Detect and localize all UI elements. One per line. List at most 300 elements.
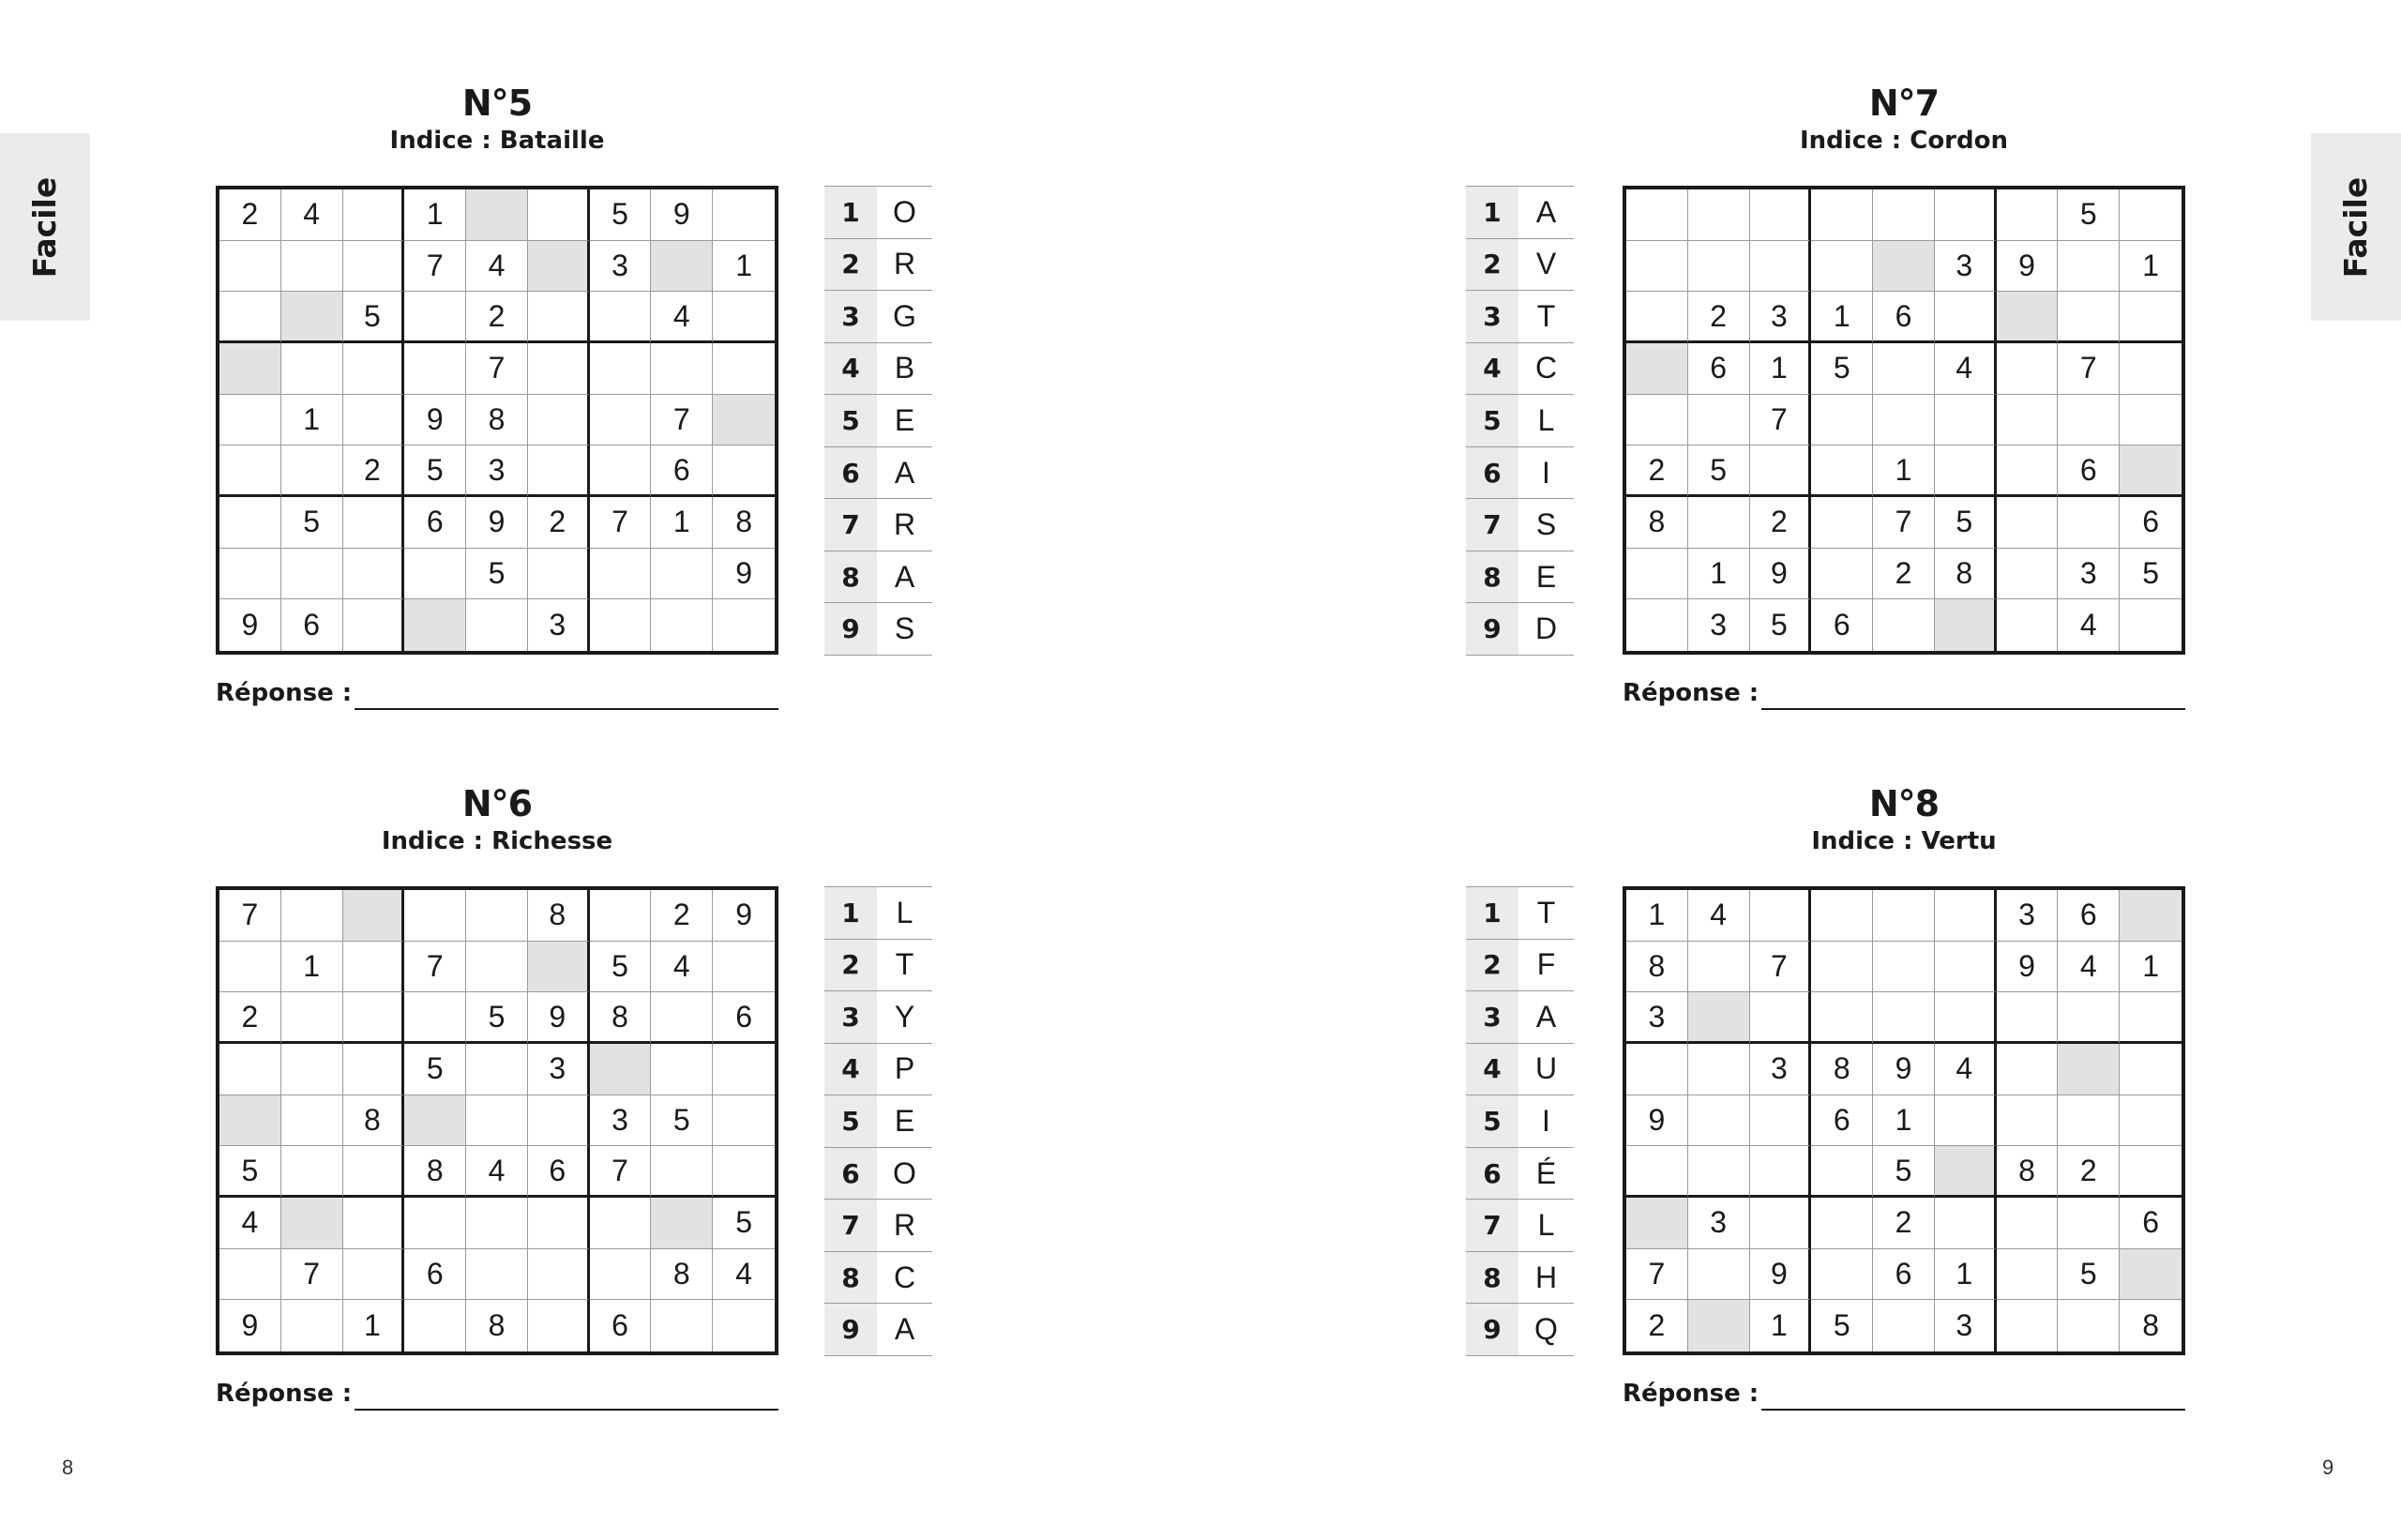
sudoku-cell[interactable]: 3 (1997, 890, 2059, 942)
sudoku-cell[interactable]: 4 (2058, 942, 2120, 993)
sudoku-cell[interactable]: 8 (466, 395, 528, 446)
sudoku-cell[interactable] (713, 343, 775, 395)
sudoku-cell[interactable] (651, 599, 713, 651)
sudoku-cell[interactable]: 5 (404, 1044, 466, 1095)
sudoku-cell[interactable] (281, 1095, 343, 1147)
sudoku-cell[interactable]: 1 (1750, 1300, 1812, 1351)
sudoku-cell[interactable]: 5 (1811, 1300, 1873, 1351)
sudoku-cell[interactable] (1688, 1146, 1750, 1198)
sudoku-cell[interactable]: 1 (713, 241, 775, 293)
sudoku-cell[interactable]: 9 (713, 549, 775, 600)
sudoku-cell[interactable]: 1 (1688, 549, 1750, 600)
sudoku-cell[interactable] (1935, 189, 1997, 241)
sudoku-cell[interactable]: 6 (1873, 292, 1935, 343)
sudoku-cell[interactable] (343, 992, 405, 1044)
sudoku-cell[interactable]: 5 (2058, 1249, 2120, 1301)
sudoku-cell[interactable] (404, 890, 466, 942)
sudoku-cell[interactable] (590, 343, 652, 395)
sudoku-cell[interactable] (2120, 395, 2182, 446)
sudoku-cell[interactable]: 2 (1873, 1198, 1935, 1249)
sudoku-cell[interactable]: 1 (1811, 292, 1873, 343)
sudoku-cell[interactable]: 1 (1626, 890, 1688, 942)
sudoku-cell[interactable] (590, 1044, 652, 1095)
sudoku-cell[interactable] (1873, 992, 1935, 1044)
sudoku-cell[interactable] (2120, 1249, 2182, 1301)
sudoku-cell[interactable] (343, 599, 405, 651)
sudoku-cell[interactable] (1688, 992, 1750, 1044)
sudoku-cell[interactable] (2058, 1198, 2120, 1249)
sudoku-cell[interactable]: 9 (1750, 549, 1812, 600)
sudoku-cell[interactable]: 3 (1750, 1044, 1812, 1095)
sudoku-cell[interactable]: 9 (1750, 1249, 1812, 1301)
sudoku-cell[interactable]: 1 (1873, 1095, 1935, 1147)
sudoku-cell[interactable] (651, 1044, 713, 1095)
sudoku-cell[interactable] (343, 1249, 405, 1301)
sudoku-cell[interactable]: 7 (651, 395, 713, 446)
sudoku-cell[interactable] (590, 1198, 652, 1249)
sudoku-cell[interactable] (1935, 992, 1997, 1044)
sudoku-cell[interactable] (2058, 395, 2120, 446)
sudoku-cell[interactable]: 5 (281, 497, 343, 549)
sudoku-cell[interactable]: 9 (528, 992, 590, 1044)
sudoku-cell[interactable] (651, 343, 713, 395)
sudoku-cell[interactable] (651, 992, 713, 1044)
sudoku-cell[interactable]: 3 (1688, 599, 1750, 651)
answer-input-line[interactable] (1761, 708, 2185, 710)
sudoku-cell[interactable] (1626, 241, 1688, 293)
sudoku-cell[interactable] (1997, 343, 2059, 395)
sudoku-cell[interactable]: 1 (2120, 241, 2182, 293)
sudoku-cell[interactable] (2120, 1146, 2182, 1198)
sudoku-cell[interactable] (2120, 1095, 2182, 1147)
sudoku-cell[interactable] (1688, 1095, 1750, 1147)
sudoku-cell[interactable] (2058, 497, 2120, 549)
sudoku-cell[interactable] (2058, 292, 2120, 343)
sudoku-cell[interactable] (466, 942, 528, 993)
sudoku-cell[interactable] (281, 890, 343, 942)
sudoku-cell[interactable] (1997, 1249, 2059, 1301)
sudoku-cell[interactable]: 5 (466, 549, 528, 600)
sudoku-cell[interactable] (2120, 1044, 2182, 1095)
sudoku-cell[interactable] (219, 549, 281, 600)
sudoku-cell[interactable]: 9 (466, 497, 528, 549)
sudoku-cell[interactable] (1811, 241, 1873, 293)
sudoku-cell[interactable] (281, 992, 343, 1044)
sudoku-cell[interactable]: 2 (219, 992, 281, 1044)
sudoku-cell[interactable] (281, 292, 343, 343)
sudoku-cell[interactable] (1873, 395, 1935, 446)
sudoku-cell[interactable]: 6 (2120, 1198, 2182, 1249)
sudoku-cell[interactable]: 7 (404, 942, 466, 993)
sudoku-cell[interactable]: 6 (1811, 599, 1873, 651)
sudoku-cell[interactable]: 5 (1811, 343, 1873, 395)
sudoku-cell[interactable] (2120, 992, 2182, 1044)
sudoku-cell[interactable] (2120, 890, 2182, 942)
sudoku-cell[interactable]: 9 (1997, 942, 2059, 993)
sudoku-cell[interactable] (466, 599, 528, 651)
sudoku-cell[interactable] (219, 343, 281, 395)
sudoku-cell[interactable] (713, 445, 775, 497)
sudoku-cell[interactable]: 6 (281, 599, 343, 651)
sudoku-cell[interactable] (1688, 189, 1750, 241)
sudoku-cell[interactable] (713, 395, 775, 446)
sudoku-cell[interactable]: 9 (219, 599, 281, 651)
sudoku-cell[interactable]: 8 (528, 890, 590, 942)
sudoku-cell[interactable]: 2 (528, 497, 590, 549)
sudoku-cell[interactable] (1626, 343, 1688, 395)
sudoku-cell[interactable] (528, 343, 590, 395)
sudoku-cell[interactable] (1811, 395, 1873, 446)
sudoku-cell[interactable] (219, 292, 281, 343)
sudoku-cell[interactable] (1626, 1044, 1688, 1095)
sudoku-cell[interactable] (1935, 890, 1997, 942)
sudoku-cell[interactable] (713, 1095, 775, 1147)
sudoku-cell[interactable] (651, 1146, 713, 1198)
sudoku-cell[interactable] (219, 241, 281, 293)
sudoku-cell[interactable] (1811, 942, 1873, 993)
sudoku-cell[interactable] (1997, 1095, 2059, 1147)
sudoku-cell[interactable]: 4 (2058, 599, 2120, 651)
sudoku-cell[interactable] (404, 1095, 466, 1147)
sudoku-cell[interactable] (1626, 292, 1688, 343)
sudoku-cell[interactable] (651, 1198, 713, 1249)
sudoku-cell[interactable] (528, 942, 590, 993)
sudoku-cell[interactable] (651, 549, 713, 600)
sudoku-cell[interactable] (404, 292, 466, 343)
sudoku-cell[interactable] (1935, 1095, 1997, 1147)
sudoku-cell[interactable] (1997, 497, 2059, 549)
sudoku-cell[interactable] (1811, 189, 1873, 241)
sudoku-cell[interactable] (404, 1198, 466, 1249)
sudoku-cell[interactable] (590, 292, 652, 343)
sudoku-cell[interactable] (651, 241, 713, 293)
sudoku-cell[interactable] (651, 1300, 713, 1351)
sudoku-cell[interactable]: 5 (1688, 445, 1750, 497)
sudoku-cell[interactable]: 5 (343, 292, 405, 343)
sudoku-cell[interactable] (1688, 395, 1750, 446)
sudoku-cell[interactable] (713, 599, 775, 651)
sudoku-cell[interactable] (528, 445, 590, 497)
answer-input-line[interactable] (1761, 1409, 2185, 1411)
sudoku-cell[interactable]: 5 (1750, 599, 1812, 651)
answer-input-line[interactable] (355, 708, 778, 710)
sudoku-cell[interactable]: 8 (1935, 549, 1997, 600)
sudoku-cell[interactable] (1626, 1198, 1688, 1249)
sudoku-cell[interactable] (1750, 241, 1812, 293)
sudoku-cell[interactable] (1873, 189, 1935, 241)
sudoku-cell[interactable] (528, 1198, 590, 1249)
sudoku-cell[interactable]: 2 (651, 890, 713, 942)
sudoku-cell[interactable] (1811, 1249, 1873, 1301)
sudoku-cell[interactable]: 8 (1626, 497, 1688, 549)
sudoku-cell[interactable] (404, 549, 466, 600)
sudoku-cell[interactable] (1997, 1300, 2059, 1351)
sudoku-cell[interactable]: 3 (1935, 1300, 1997, 1351)
sudoku-cell[interactable] (1750, 1146, 1812, 1198)
sudoku-cell[interactable] (1997, 189, 2059, 241)
sudoku-cell[interactable] (343, 1044, 405, 1095)
sudoku-cell[interactable] (1688, 1300, 1750, 1351)
sudoku-cell[interactable]: 3 (528, 1044, 590, 1095)
sudoku-cell[interactable] (1626, 599, 1688, 651)
sudoku-cell[interactable] (528, 549, 590, 600)
sudoku-cell[interactable]: 9 (1873, 1044, 1935, 1095)
sudoku-cell[interactable]: 8 (1626, 942, 1688, 993)
sudoku-cell[interactable] (1688, 1044, 1750, 1095)
sudoku-cell[interactable] (466, 189, 528, 241)
sudoku-cell[interactable] (1935, 942, 1997, 993)
sudoku-cell[interactable] (219, 1095, 281, 1147)
sudoku-cell[interactable]: 7 (1750, 942, 1812, 993)
sudoku-cell[interactable] (590, 599, 652, 651)
sudoku-cell[interactable] (1750, 1198, 1812, 1249)
sudoku-cell[interactable]: 6 (2120, 497, 2182, 549)
sudoku-cell[interactable]: 3 (1935, 241, 1997, 293)
sudoku-cell[interactable]: 9 (1997, 241, 2059, 293)
sudoku-cell[interactable]: 8 (651, 1249, 713, 1301)
sudoku-cell[interactable]: 1 (1750, 343, 1812, 395)
sudoku-cell[interactable]: 8 (404, 1146, 466, 1198)
sudoku-cell[interactable]: 2 (2058, 1146, 2120, 1198)
sudoku-cell[interactable] (466, 1249, 528, 1301)
sudoku-cell[interactable]: 1 (281, 395, 343, 446)
sudoku-cell[interactable] (343, 1146, 405, 1198)
sudoku-cell[interactable] (281, 1198, 343, 1249)
sudoku-cell[interactable]: 8 (343, 1095, 405, 1147)
sudoku-cell[interactable]: 6 (1873, 1249, 1935, 1301)
sudoku-cell[interactable] (1935, 599, 1997, 651)
sudoku-cell[interactable]: 6 (2058, 445, 2120, 497)
sudoku-cell[interactable] (713, 292, 775, 343)
sudoku-cell[interactable] (1935, 1146, 1997, 1198)
sudoku-cell[interactable]: 2 (219, 189, 281, 241)
sudoku-cell[interactable]: 8 (466, 1300, 528, 1351)
sudoku-cell[interactable] (1811, 497, 1873, 549)
sudoku-cell[interactable] (2120, 599, 2182, 651)
sudoku-cell[interactable]: 6 (2058, 890, 2120, 942)
sudoku-cell[interactable]: 4 (651, 292, 713, 343)
sudoku-cell[interactable]: 1 (404, 189, 466, 241)
sudoku-cell[interactable] (528, 241, 590, 293)
sudoku-cell[interactable] (281, 1044, 343, 1095)
sudoku-cell[interactable] (2120, 343, 2182, 395)
sudoku-cell[interactable] (2120, 292, 2182, 343)
sudoku-cell[interactable] (2120, 189, 2182, 241)
sudoku-cell[interactable]: 4 (281, 189, 343, 241)
sudoku-cell[interactable]: 1 (1935, 1249, 1997, 1301)
sudoku-cell[interactable]: 3 (1688, 1198, 1750, 1249)
sudoku-cell[interactable] (1811, 992, 1873, 1044)
sudoku-cell[interactable]: 3 (466, 445, 528, 497)
sudoku-cell[interactable] (1997, 992, 2059, 1044)
sudoku-cell[interactable] (219, 942, 281, 993)
sudoku-cell[interactable]: 7 (1873, 497, 1935, 549)
sudoku-cell[interactable]: 3 (1626, 992, 1688, 1044)
sudoku-cell[interactable]: 5 (1935, 497, 1997, 549)
sudoku-cell[interactable] (713, 1044, 775, 1095)
sudoku-cell[interactable] (2058, 1044, 2120, 1095)
sudoku-cell[interactable]: 5 (590, 189, 652, 241)
sudoku-cell[interactable] (2058, 241, 2120, 293)
sudoku-cell[interactable] (1997, 1198, 2059, 1249)
sudoku-cell[interactable] (528, 1249, 590, 1301)
sudoku-cell[interactable]: 6 (1811, 1095, 1873, 1147)
sudoku-cell[interactable]: 2 (1626, 1300, 1688, 1351)
sudoku-cell[interactable] (1750, 445, 1812, 497)
sudoku-cell[interactable]: 7 (466, 343, 528, 395)
sudoku-cell[interactable]: 2 (1626, 445, 1688, 497)
sudoku-cell[interactable] (1873, 343, 1935, 395)
sudoku-cell[interactable]: 5 (2120, 549, 2182, 600)
sudoku-cell[interactable]: 9 (713, 890, 775, 942)
sudoku-cell[interactable]: 2 (343, 445, 405, 497)
sudoku-cell[interactable]: 7 (2058, 343, 2120, 395)
sudoku-cell[interactable] (281, 241, 343, 293)
sudoku-cell[interactable]: 7 (1626, 1249, 1688, 1301)
sudoku-cell[interactable]: 5 (590, 942, 652, 993)
sudoku-cell[interactable]: 5 (651, 1095, 713, 1147)
sudoku-cell[interactable] (219, 395, 281, 446)
sudoku-cell[interactable]: 1 (2120, 942, 2182, 993)
sudoku-cell[interactable]: 4 (1688, 890, 1750, 942)
sudoku-cell[interactable] (1811, 445, 1873, 497)
sudoku-cell[interactable]: 6 (404, 1249, 466, 1301)
sudoku-cell[interactable] (1997, 395, 2059, 446)
sudoku-cell[interactable] (1873, 1300, 1935, 1351)
sudoku-cell[interactable] (1935, 1198, 1997, 1249)
sudoku-cell[interactable]: 8 (1811, 1044, 1873, 1095)
sudoku-cell[interactable]: 6 (404, 497, 466, 549)
sudoku-cell[interactable] (1688, 241, 1750, 293)
sudoku-cell[interactable]: 3 (1750, 292, 1812, 343)
sudoku-cell[interactable] (2120, 445, 2182, 497)
sudoku-cell[interactable] (1626, 395, 1688, 446)
sudoku-cell[interactable]: 1 (281, 942, 343, 993)
sudoku-cell[interactable] (528, 1095, 590, 1147)
sudoku-cell[interactable]: 4 (1935, 343, 1997, 395)
sudoku-cell[interactable] (1873, 241, 1935, 293)
sudoku-cell[interactable]: 6 (713, 992, 775, 1044)
sudoku-cell[interactable]: 2 (1688, 292, 1750, 343)
sudoku-cell[interactable] (281, 1146, 343, 1198)
sudoku-cell[interactable] (1935, 395, 1997, 446)
sudoku-cell[interactable] (2058, 992, 2120, 1044)
sudoku-cell[interactable]: 6 (1688, 343, 1750, 395)
sudoku-cell[interactable]: 4 (713, 1249, 775, 1301)
sudoku-cell[interactable]: 5 (466, 992, 528, 1044)
sudoku-cell[interactable] (281, 1300, 343, 1351)
sudoku-cell[interactable] (219, 1249, 281, 1301)
sudoku-cell[interactable] (528, 1300, 590, 1351)
sudoku-cell[interactable]: 5 (713, 1198, 775, 1249)
sudoku-cell[interactable]: 3 (590, 1095, 652, 1147)
sudoku-cell[interactable] (2058, 1300, 2120, 1351)
sudoku-cell[interactable]: 5 (404, 445, 466, 497)
sudoku-cell[interactable] (343, 890, 405, 942)
sudoku-cell[interactable] (343, 942, 405, 993)
sudoku-cell[interactable] (590, 890, 652, 942)
sudoku-cell[interactable] (590, 549, 652, 600)
sudoku-cell[interactable] (1997, 445, 2059, 497)
sudoku-cell[interactable] (1811, 1198, 1873, 1249)
sudoku-cell[interactable] (1811, 1146, 1873, 1198)
sudoku-cell[interactable] (1750, 890, 1812, 942)
sudoku-cell[interactable]: 7 (281, 1249, 343, 1301)
sudoku-cell[interactable]: 5 (1873, 1146, 1935, 1198)
sudoku-cell[interactable] (219, 497, 281, 549)
sudoku-cell[interactable]: 8 (2142, 1308, 2159, 1343)
sudoku-cell[interactable] (466, 1198, 528, 1249)
sudoku-cell[interactable]: 7 (404, 241, 466, 293)
sudoku-cell[interactable]: 3 (590, 241, 652, 293)
sudoku-cell[interactable]: 1 (1873, 445, 1935, 497)
sudoku-cell[interactable] (343, 189, 405, 241)
sudoku-cell[interactable] (528, 292, 590, 343)
sudoku-cell[interactable]: 8 (1997, 1146, 2059, 1198)
sudoku-cell[interactable] (1811, 890, 1873, 942)
sudoku-cell[interactable] (1626, 549, 1688, 600)
sudoku-cell[interactable] (404, 599, 466, 651)
sudoku-cell[interactable] (1873, 942, 1935, 993)
sudoku-cell[interactable] (466, 1044, 528, 1095)
sudoku-cell[interactable]: 3 (2058, 549, 2120, 600)
sudoku-cell[interactable] (281, 343, 343, 395)
sudoku-cell[interactable] (590, 395, 652, 446)
sudoku-cell[interactable] (1688, 497, 1750, 549)
sudoku-cell[interactable] (713, 189, 775, 241)
sudoku-cell[interactable] (590, 1249, 652, 1301)
sudoku-cell[interactable] (1750, 1095, 1812, 1147)
sudoku-cell[interactable]: 7 (219, 890, 281, 942)
sudoku-cell[interactable] (466, 890, 528, 942)
sudoku-cell[interactable] (1873, 890, 1935, 942)
sudoku-cell[interactable]: 8 (713, 497, 775, 549)
sudoku-cell[interactable] (2058, 1095, 2120, 1147)
sudoku-cell[interactable] (343, 241, 405, 293)
sudoku-cell[interactable]: 1 (343, 1300, 405, 1351)
sudoku-cell[interactable] (1935, 292, 1997, 343)
sudoku-cell[interactable]: 6 (590, 1300, 652, 1351)
sudoku-cell[interactable]: 9 (404, 395, 466, 446)
sudoku-cell[interactable] (1750, 189, 1812, 241)
sudoku-cell[interactable]: 4 (219, 1198, 281, 1249)
sudoku-cell[interactable] (713, 1300, 775, 1351)
sudoku-cell[interactable]: 8 (590, 992, 652, 1044)
sudoku-cell[interactable] (1997, 292, 2059, 343)
sudoku-cell[interactable] (343, 549, 405, 600)
sudoku-cell[interactable]: 9 (219, 1300, 281, 1351)
sudoku-cell[interactable] (713, 1146, 775, 1198)
sudoku-cell[interactable] (219, 445, 281, 497)
sudoku-cell[interactable]: 4 (651, 942, 713, 993)
sudoku-cell[interactable]: 4 (1935, 1044, 1997, 1095)
sudoku-cell[interactable] (281, 549, 343, 600)
sudoku-cell[interactable] (1811, 549, 1873, 600)
sudoku-cell[interactable]: 3 (528, 599, 590, 651)
sudoku-cell[interactable] (343, 497, 405, 549)
sudoku-cell[interactable] (528, 395, 590, 446)
sudoku-cell[interactable] (1688, 942, 1750, 993)
sudoku-cell[interactable]: 5 (219, 1146, 281, 1198)
sudoku-cell[interactable] (1997, 549, 2059, 600)
sudoku-cell[interactable] (219, 1044, 281, 1095)
sudoku-cell[interactable] (343, 343, 405, 395)
sudoku-cell[interactable]: 2 (1750, 497, 1812, 549)
sudoku-cell[interactable] (1688, 1249, 1750, 1301)
sudoku-cell[interactable] (1873, 599, 1935, 651)
sudoku-cell[interactable]: 6 (651, 445, 713, 497)
sudoku-cell[interactable] (713, 942, 775, 993)
